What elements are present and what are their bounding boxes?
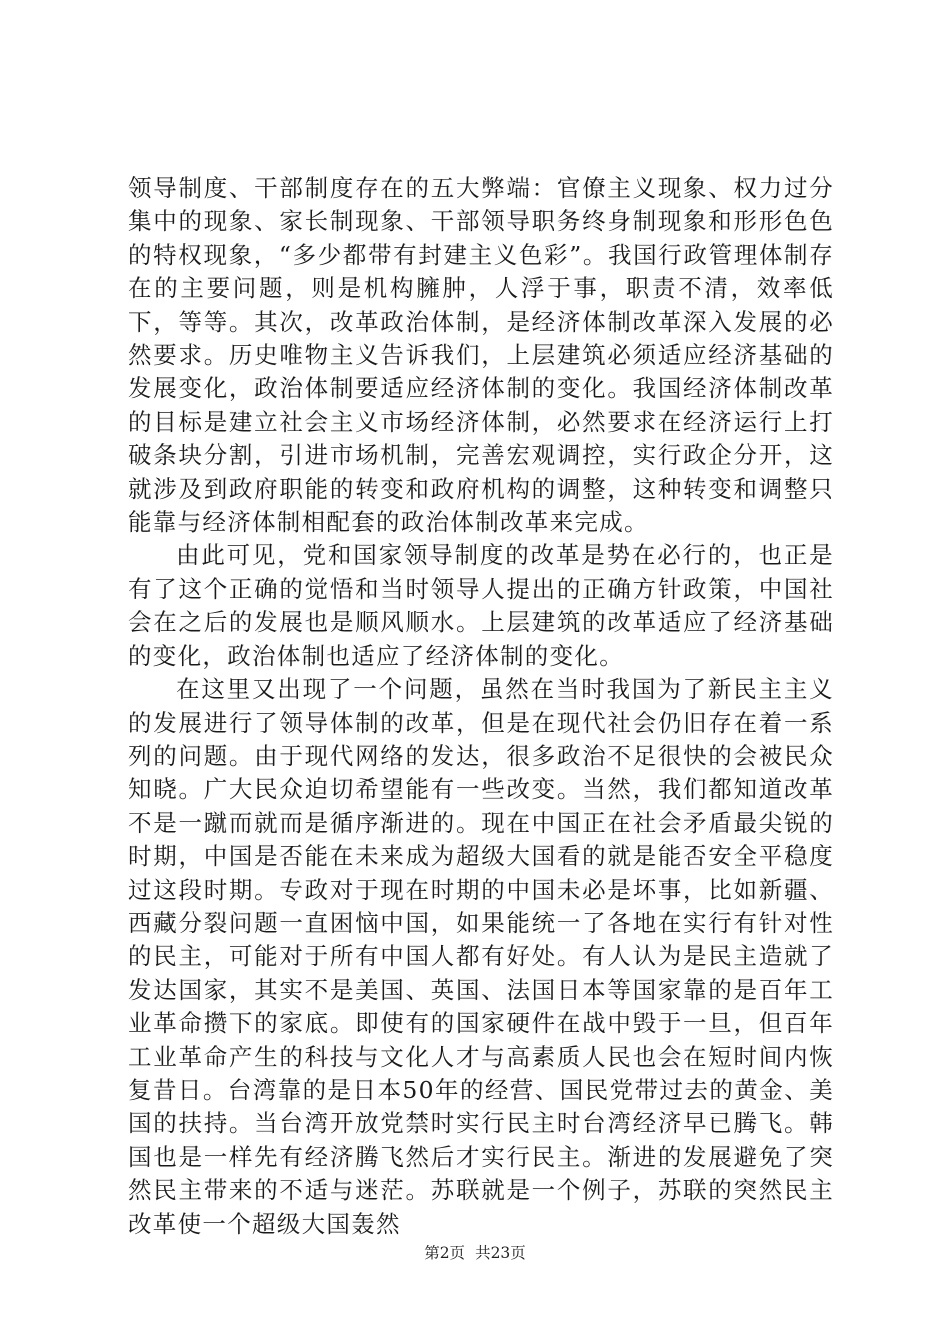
document-body — [128, 172, 834, 1241]
total-page-count: 共23页 — [475, 1244, 526, 1262]
page-footer — [0, 1241, 950, 1263]
paragraph-3: 在这里又出现了一个问题，虽然在当时我国为了新民主主义的发展进行了领导体制的改革，但是在现代社会仍旧存在着一系列的问题。由于现代网络的发达，很多政治不足很快的会被民众知晓。广大民众迫切希望能有一些改变。当然，我们都知道改革不是一蹴而就而是循序渐进的。现在中国正在社会矛盾最尖锐的时期，中国是否能在未来成为超级大国看的就是能否安全平稳度过这段时期。专政对于现在时期的中国未必是坏事，比如新疆、西藏分裂问题一直困恼中国，如果能统一了各地在实行有针对性的民主，可能对于所有中国人都有好处。有人认为是民主造就了发达国家，其实不是美国、英国、法国日本等国家靠的是百年工业革命攒下的家底。即使有的国家硬件在战中毁于一旦，但百年工业革命产生的科技与文化人才与高素质人民也会在短时间内恢复昔日。台湾靠的是日本50年的经营、国民党带过去的黄金、美国的扶持。当台湾开放党禁时实行民主时台湾经济早已腾飞。韩国也是一样先有经济腾飞然后才实行民主。渐进的发展避免了突然民主带来的不适与迷茫。苏联就是一个例子，苏联的突然民主改革使一个超级大国轰然 — [128, 675, 834, 1238]
current-page-number: 第2页 — [424, 1244, 466, 1262]
paragraph-1: 领导制度、干部制度存在的五大弊端：官僚主义现象、权力过分集中的现象、家长制现象、干部领导职务终身制现象和形形色色的特权现象，“多少都带有封建主义色彩”。我国行政管理体制存在的主要问题，则是机构臃肿，人浮于事，职责不清，效率低下，等等。其次，改革政治体制，是经济体制改革深入发展的必然要求。历史唯物主义告诉我们，上层建筑必须适应经济基础的发展变化，政治体制要适应经济体制的变化。我国经济体制改革的目标是建立社会主义市场经济体制，必然要求在经济运行上打破条块分割，引进市场机制，完善宏观调控，实行政企分开，这就涉及到政府职能的转变和政府机构的调整，这种转变和调整只能靠与经济体制相配套的政治体制改革来完成。 — [128, 174, 834, 537]
paragraph-2: 由此可见，党和国家领导制度的改革是势在必行的，也正是有了这个正确的觉悟和当时领导人提出的正确方针政策，中国社会在之后的发展也是顺风顺水。上层建筑的改革适应了经济基础的变化，政治体制也适应了经济体制的变化。 — [128, 541, 834, 670]
